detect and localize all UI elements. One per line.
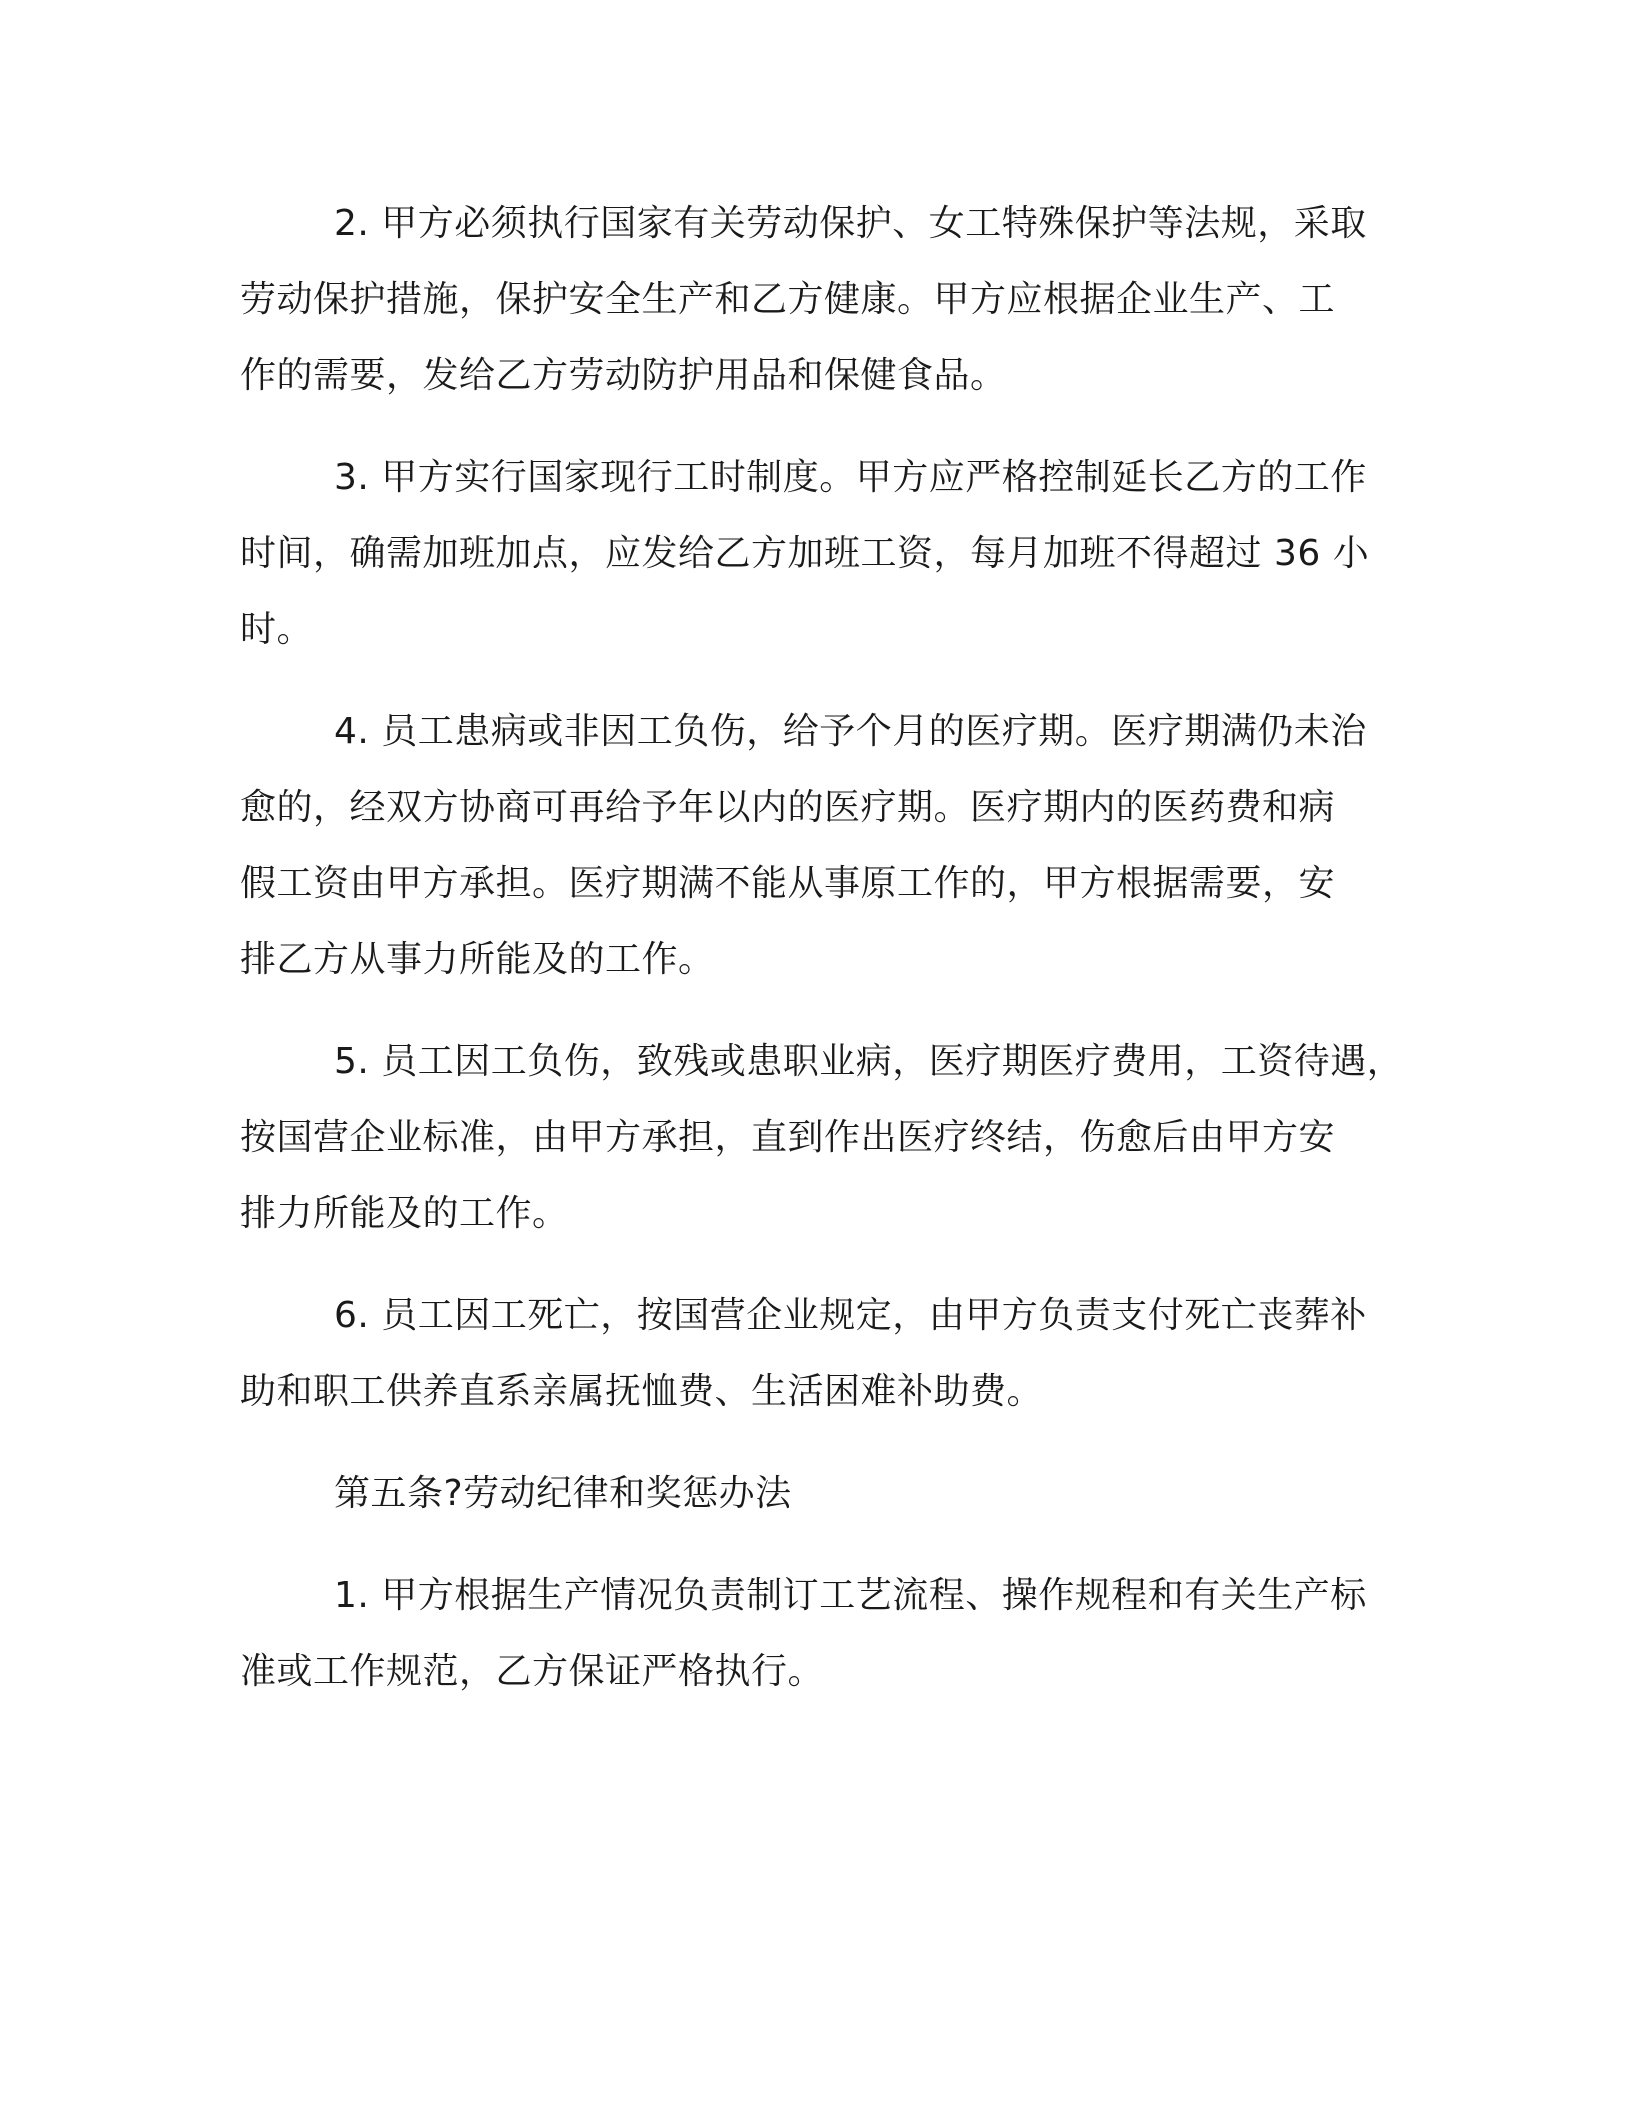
paragraph-line: 排力所能及的工作。 xyxy=(240,1193,569,1234)
paragraph-gap xyxy=(240,1532,1400,1558)
paragraph-line: 2. 甲方必须执行国家有关劳动保护、女工特殊保护等法规，采取 xyxy=(334,203,1367,244)
paragraph-line: 准或工作规范，乙方保证严格执行。 xyxy=(240,1651,825,1692)
paragraph-line: 劳动保护措施，保护安全生产和乙方健康。甲方应根据企业生产、工 xyxy=(240,279,1336,320)
paragraph-line: 助和职工供养直系亲属抚恤费、生活困难补助费。 xyxy=(240,1371,1044,1412)
paragraph-gap xyxy=(240,414,1400,440)
paragraph-line: 按国营企业标准，由甲方承担，直到作出医疗终结，伤愈后由甲方安 xyxy=(240,1117,1336,1158)
paragraph-clause-6 xyxy=(240,1278,1400,1430)
article-heading-text: 第五条?劳动纪律和奖惩办法 xyxy=(334,1473,792,1514)
paragraph-gap xyxy=(240,668,1400,694)
paragraph-clause-5 xyxy=(240,1024,1404,1252)
paragraph-gap xyxy=(240,998,1400,1024)
paragraph-line: 5. 员工因工负伤，致残或患职业病，医疗期医疗费用，工资待遇， xyxy=(334,1041,1404,1082)
paragraph-line: 作的需要，发给乙方劳动防护用品和保健食品。 xyxy=(240,355,1007,396)
paragraph-line: 排乙方从事力所能及的工作。 xyxy=(240,939,715,980)
paragraph-clause-2 xyxy=(240,186,1400,414)
paragraph-line: 6. 员工因工死亡，按国营企业规定，由甲方负责支付死亡丧葬补 xyxy=(334,1295,1367,1336)
article-heading xyxy=(240,1456,1400,1532)
paragraph-line: 时。 xyxy=(240,609,314,650)
paragraph-line: 4. 员工患病或非因工负伤，给予个月的医疗期。医疗期满仍未治 xyxy=(334,711,1367,752)
paragraph-line: 时间，确需加班加点，应发给乙方加班工资，每月加班不得超过 36 小 xyxy=(240,533,1370,574)
paragraph-line: 愈的，经双方协商可再给予年以内的医疗期。医疗期内的医药费和病 xyxy=(240,787,1336,828)
paragraph-clause-3 xyxy=(240,440,1400,668)
document-body xyxy=(240,186,1404,1710)
paragraph-gap xyxy=(240,1252,1400,1278)
paragraph-article-5-clause-1 xyxy=(240,1558,1400,1710)
paragraph-line: 3. 甲方实行国家现行工时制度。甲方应严格控制延长乙方的工作 xyxy=(334,457,1367,498)
paragraph-clause-4 xyxy=(240,694,1400,998)
paragraph-gap xyxy=(240,1430,1400,1456)
paragraph-line: 1. 甲方根据生产情况负责制订工艺流程、操作规程和有关生产标 xyxy=(334,1575,1367,1616)
paragraph-line: 假工资由甲方承担。医疗期满不能从事原工作的，甲方根据需要，安 xyxy=(240,863,1336,904)
